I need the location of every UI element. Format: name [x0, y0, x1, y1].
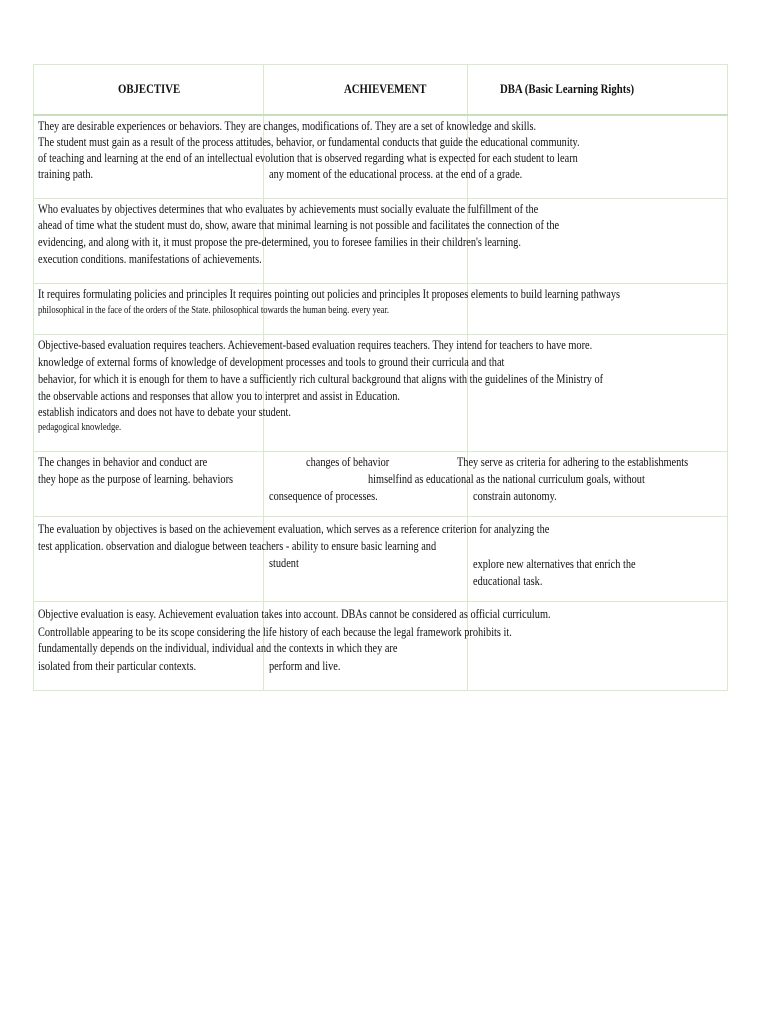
row-text-line: himselfind as educational as the national curriculum goals, without: [368, 472, 645, 486]
row-text-line: training path.: [38, 167, 94, 181]
row-text-line: Objective evaluation is easy. Achievement evaluation takes into account. DBAs cannot be considered as official curriculum.: [38, 607, 551, 621]
row-divider: [33, 601, 728, 602]
row-text-line: consequence of processes.: [269, 489, 378, 503]
table-border-top: [33, 64, 728, 65]
row-text-line: Objective-based evaluation requires teachers. Achievement-based evaluation requires teachers. They intend for teachers to have more.: [38, 338, 593, 352]
header-divider: [33, 114, 728, 116]
row-text-line: They serve as criteria for adhering to the establishments: [457, 455, 689, 469]
row-text-line: test application. observation and dialogue between teachers - ability to ensure basic learning and: [38, 539, 437, 553]
row-text-line: It requires formulating policies and principles It requires pointing out policies and principles It proposes elements to build learning pathways: [38, 287, 621, 301]
row-text-line: Who evaluates by objectives determines that who evaluates by achievements must socially evaluate the fulfillment of the: [38, 202, 539, 216]
row-text-line: knowledge of external forms of knowledge of development processes and tools to ground their curricula and that: [38, 355, 505, 369]
row-divider: [33, 334, 728, 335]
row-divider: [33, 283, 728, 284]
header-objective: OBJECTIVE: [118, 82, 181, 96]
row-text-line: changes of behavior: [306, 455, 390, 469]
row-text-line: execution conditions. manifestations of achievements.: [38, 252, 262, 266]
table-row: [38, 287, 768, 333]
row-text-line: The student must gain as a result of the process attitudes, behavior, or fundamental conducts that guide the educational community.: [38, 135, 580, 149]
row-text-line: establish indicators and does not have to debate your student.: [38, 405, 292, 419]
row-text-line: fundamentally depends on the individual, individual and the contexts in which they are: [38, 641, 398, 655]
row-text-line: the observable actions and responses that allow you to interpret and assist in Education.: [38, 389, 401, 403]
row-text-line: The changes in behavior and conduct are: [38, 455, 208, 469]
row-text-line: perform and live.: [269, 659, 341, 673]
table-row: [38, 522, 768, 600]
row-text-line: student: [269, 556, 299, 570]
header-dba: DBA (Basic Learning Rights): [500, 82, 635, 96]
row-divider: [33, 516, 728, 517]
row-text-line: ahead of time what the student must do, show, aware that minimal learning is not possible and facilitates the connection of the: [38, 218, 560, 232]
table-border-bottom: [33, 690, 728, 691]
row-text-line: of teaching and learning at the end of an intellectual evolution that is observed regarding what is expected for each student to learn: [38, 151, 578, 165]
table-row: [38, 338, 768, 450]
row-text-line: constrain autonomy.: [473, 489, 557, 503]
header-achievement: ACHIEVEMENT: [344, 82, 427, 96]
row-text-line: Controllable appearing to be its scope considering the life history of each because the legal framework prohibits it.: [38, 625, 512, 639]
table-row: [38, 202, 768, 282]
row-text-line: any moment of the educational process. at the end of a grade.: [269, 167, 523, 181]
table-row: [38, 119, 768, 199]
table-row: [38, 455, 768, 515]
row-divider: [33, 451, 728, 452]
table-row: [38, 607, 768, 689]
table-border-left: [33, 64, 34, 691]
row-text-line: educational task.: [473, 574, 543, 588]
row-text-line: pedagogical knowledge.: [38, 422, 122, 433]
row-text-line: The evaluation by objectives is based on the achievement evaluation, which serves as a reference criterion for analyzing the: [38, 522, 550, 536]
row-text-line: they hope as the purpose of learning. behaviors: [38, 472, 234, 486]
row-text-line: isolated from their particular contexts.: [38, 659, 197, 673]
row-text-line: evidencing, and along with it, it must propose the pre-determined, you to foresee families in their children's learning.: [38, 235, 521, 249]
row-text-line: They are desirable experiences or behaviors. They are changes, modifications of. They are a set of knowledge and skills.: [38, 119, 537, 133]
row-text-line: philosophical in the face of the orders of the State. philosophical towards the human being. every year.: [38, 305, 390, 316]
row-text-line: explore new alternatives that enrich the: [473, 557, 636, 571]
row-text-line: behavior, for which it is enough for them to have a sufficiently rich cultural background that aligns with the guidelines of the Ministry of: [38, 372, 604, 386]
